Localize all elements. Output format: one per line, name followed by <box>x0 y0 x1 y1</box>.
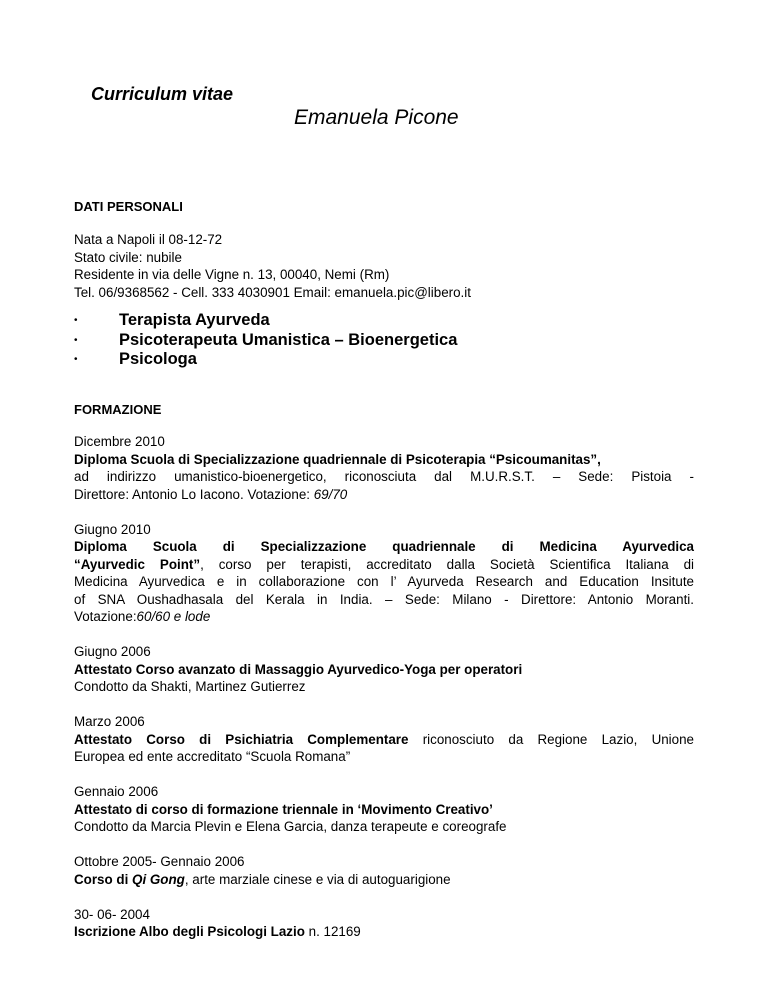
entry-detail: n. 12169 <box>304 924 361 939</box>
entry-title: Attestato di corso di formazione triennale in ‘Movimento Creativo’ <box>74 801 493 817</box>
entry-detail: of SNA Oushadhasala del Kerala in India. – Sede: Milano - Direttore: Antonio Moranti. <box>74 591 694 607</box>
bullet-icon: • <box>74 315 78 326</box>
bullet-icon: • <box>74 354 78 365</box>
entry-date: Ottobre 2005- Gennaio 2006 <box>74 854 245 869</box>
entry-date: Marzo 2006 <box>74 714 145 729</box>
education-entry <box>74 783 694 836</box>
education-entry <box>74 643 694 696</box>
education-entry <box>74 433 694 503</box>
entry-detail: riconosciuto da Regione Lazio, Unione <box>408 731 694 747</box>
entry-date: Giugno 2006 <box>74 644 151 659</box>
entry-detail: Medicina Ayurvedica e in collaborazione con l’ Ayurveda Research and Education Insitute <box>74 574 694 589</box>
entry-title-continued: “Ayurvedic Point” <box>74 556 201 572</box>
entry-title: Corso di <box>74 871 133 887</box>
entry-title: Diploma Scuola di Specializzazione quadriennale di Psicoterapia “Psicoumanitas”, <box>74 451 601 467</box>
section-title-personal: DATI PERSONALI <box>74 199 183 214</box>
entry-title: Iscrizione Albo degli Psicologi Lazio <box>74 924 305 939</box>
entry-title: Attestato Corso avanzato di Massaggio Ayurvedico-Yoga per operatori <box>74 661 523 677</box>
marital-status: Stato civile: nubile <box>74 249 182 265</box>
address: Residente in via delle Vigne n. 13, 00040, Nemi (Rm) <box>74 267 390 282</box>
entry-date: Gennaio 2006 <box>74 784 159 799</box>
entry-date: Giugno 2010 <box>74 521 151 537</box>
entry-date: Dicembre 2010 <box>74 434 165 449</box>
entry-title-italic: Qi Gong <box>132 871 185 887</box>
education-entry <box>74 906 694 941</box>
entry-detail: Condotto da Shakti, Martinez Gutierrez <box>74 679 306 694</box>
education-entry <box>74 521 694 626</box>
bullet-icon: • <box>74 334 78 346</box>
entry-detail: , arte marziale cinese e via di autoguarigione <box>184 871 451 887</box>
entry-title: Attestato Corso di Psichiatria Complementare <box>74 731 409 747</box>
person-name: Emanuela Picone <box>294 106 459 129</box>
role-text: Psicologa <box>119 350 197 368</box>
document-label: Curriculum vitae <box>91 84 234 104</box>
personal-details <box>74 231 694 301</box>
formazione-entries <box>74 433 694 958</box>
entry-grade: 60/60 e lode <box>136 609 211 624</box>
entry-detail: , corso per terapisti, accreditato dalla Società Scientifica Italiana di <box>200 556 695 572</box>
entry-detail: Direttore: Antonio Lo Iacono. Votazione: <box>74 486 314 502</box>
entry-detail: Europea ed ente accreditato “Scuola Romana” <box>74 749 351 764</box>
role-text: Terapista Ayurveda <box>119 311 270 329</box>
role-text: Psicoterapeuta Umanistica – Bioenergetica <box>119 330 458 349</box>
entry-title: Diploma Scuola di Specializzazione quadriennale di Medicina Ayurvedica <box>74 539 694 554</box>
entry-date: 30- 06- 2004 <box>74 906 150 922</box>
section-title-formazione: FORMAZIONE <box>74 402 162 417</box>
education-entry <box>74 713 694 766</box>
entry-detail: Condotto da Marcia Plevin e Elena Garcia, danza terapeute e coreografe <box>74 819 507 834</box>
contacts: Tel. 06/9368562 - Cell. 333 4030901 Email: emanuela.pic@libero.it <box>74 284 471 300</box>
entry-detail: ad indirizzo umanistico-bioenergetico, riconosciuta dal M.U.R.S.T. – Sede: Pistoia - <box>74 469 694 484</box>
entry-grade: 69/70 <box>313 486 348 502</box>
entry-detail: Votazione: <box>74 609 137 624</box>
education-entry <box>74 853 694 888</box>
birth-info: Nata a Napoli il 08-12-72 <box>74 232 223 247</box>
